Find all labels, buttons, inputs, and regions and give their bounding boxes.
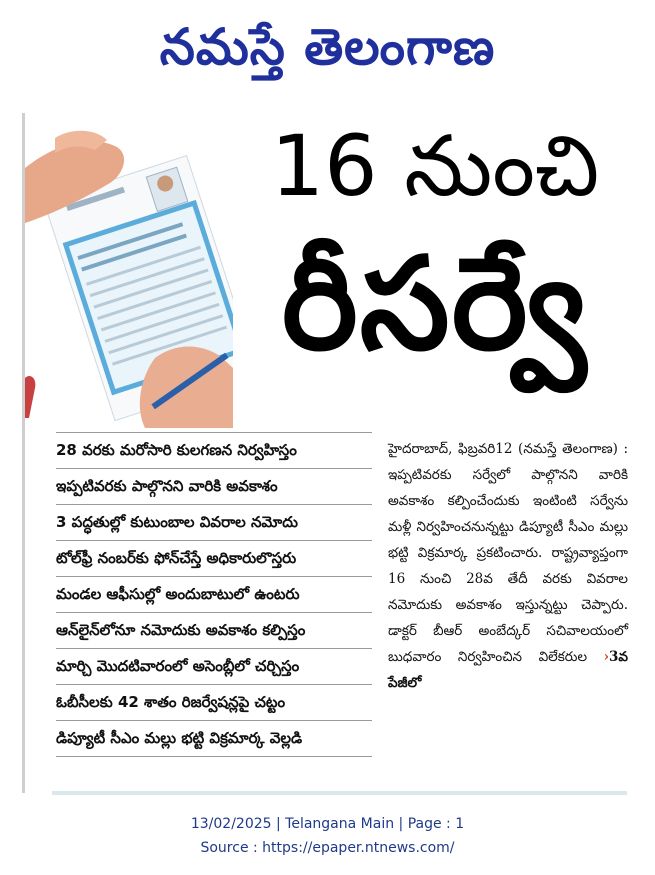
footer-divider [52, 791, 627, 795]
key-point: టోల్‌ఫ్రీ నంబర్‌కు ఫోన్‌చేస్తే అధికారులొస్తరు [56, 541, 372, 577]
article-text: హైదరాబాద్, ఫిబ్రవరి12 (నమస్తే తెలంగాణ) : ఇప్పటివరకు సర్వేలో పాల్గొనని వారికి అవకాశం కల్పించేందుకు ఇంటింటి సర్వేను మళ్లీ నిర్వహించనున్నట్టు డిప్యూటీ సీఎం మల్లు భట్టి విక్రమార్క ప్రకటించారు. రాష్ట్రవ్యాప్తంగా 16 నుంచి 28వ తేదీ వరకు వివరాల నమోదుకు అవకాశం ఇస్తున్నట్టు చెప్పారు. డాక్టర్ బీఆర్ అంబేద్కర్ సచివాలయంలో బుధవారం నిర్వహించిన విలేకరుల [388, 441, 628, 665]
page-footer [0, 812, 655, 860]
key-points-list [56, 432, 372, 757]
key-point: మార్చి మొదటివారంలో అసెంబ్లీలో చర్చిస్తం [56, 649, 372, 685]
continue-arrow-icon: › [603, 649, 609, 665]
key-point: ఓబీసీలకు 42 శాతం రిజర్వేషన్లపై చట్టం [56, 685, 372, 721]
edition-info: 13/02/2025 | Telangana Main | Page : 1 [190, 816, 465, 832]
continued-label: 3వ పేజీలో [388, 649, 628, 691]
key-point: ఇప్పటివరకు పాల్గొనని వారికి అవకాశం [56, 469, 372, 505]
key-point: 28 వరకు మరోసారి కులగణన నిర్వహిస్తం [56, 432, 372, 469]
headline-line-2: రీసర్వే [281, 230, 589, 379]
survey-form-photo [25, 128, 233, 428]
key-point: మండల ఆఫీసుల్లో అందుబాటులో ఉంటరు [56, 577, 372, 613]
newspaper-masthead: నమస్తే తెలంగాణ [159, 18, 496, 76]
source-link[interactable]: Source : https://epaper.ntnews.com/ [200, 840, 455, 856]
key-point: 3 పద్ధతుల్లో కుటుంబాల వివరాల నమోదు [56, 505, 372, 541]
key-point: డిప్యూటీ సీఎం మల్లు భట్టి విక్రమార్క వెల్లడి [56, 721, 372, 757]
headline-line-1: 16 నుంచి [270, 117, 600, 215]
article-body [388, 436, 628, 696]
key-point: ఆన్‌లైన్‌లోనూ నమోదుకు అవకాశం కల్పిస్తం [56, 613, 372, 649]
